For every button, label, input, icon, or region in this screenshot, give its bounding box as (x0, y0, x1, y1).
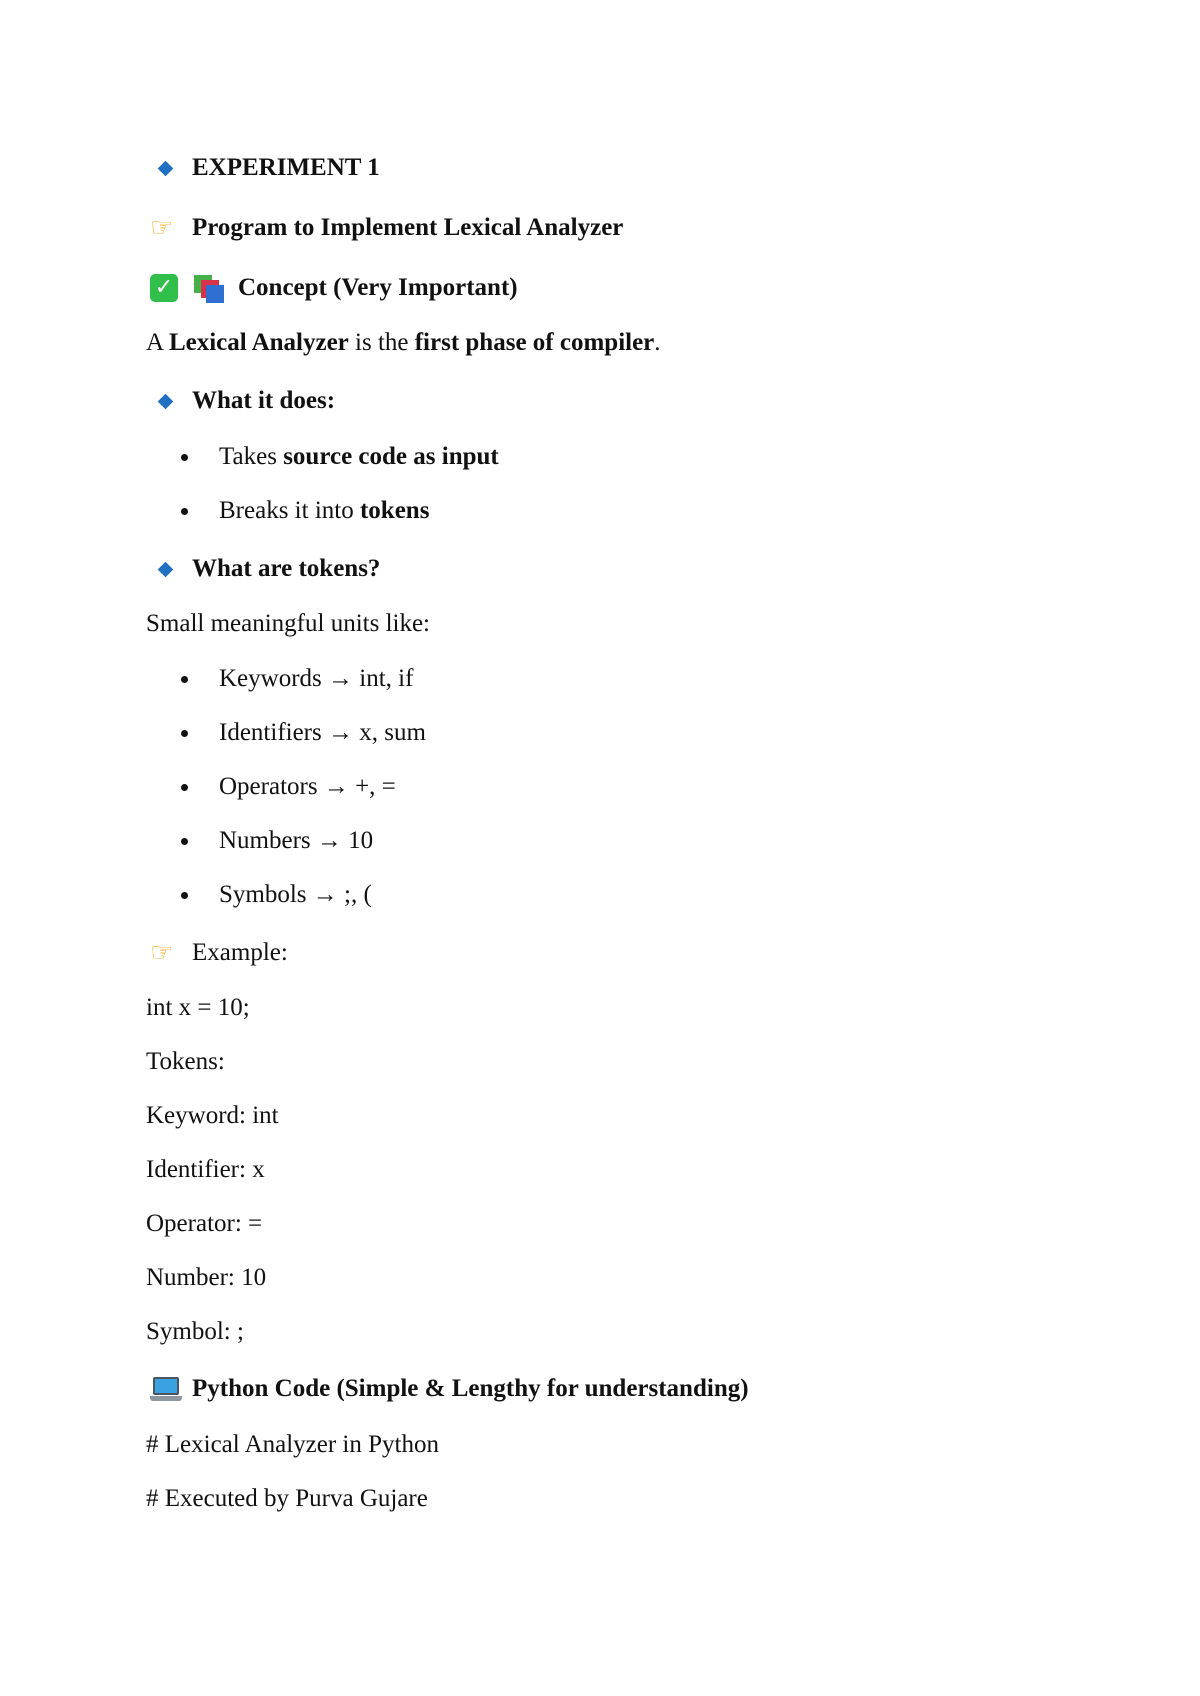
what-are-tokens-title: What are tokens? (192, 555, 381, 582)
token-line: Operator: = (146, 1210, 263, 1237)
intro-text-3: . (654, 329, 661, 356)
intro-term-first-phase: first phase of compiler (414, 329, 655, 356)
list-item-text: Keywords → int, if (219, 665, 414, 692)
laptop-icon (150, 1377, 182, 1405)
experiment-title: EXPERIMENT 1 (192, 154, 380, 181)
token-line: Identifier: x (146, 1156, 265, 1183)
code-comment: # Lexical Analyzer in Python (146, 1431, 439, 1458)
pointing-hand-icon: ☞ (150, 213, 174, 243)
books-icon (194, 275, 226, 303)
example-code: int x = 10; (146, 994, 250, 1021)
tokens-description: Small meaningful units like: (146, 610, 430, 637)
example-title: Example: (192, 939, 288, 966)
program-title: Program to Implement Lexical Analyzer (192, 214, 624, 241)
bullet-icon (181, 508, 188, 515)
list-item-emphasis: tokens (359, 497, 430, 524)
what-it-does-title: What it does: (192, 387, 336, 414)
bullet-icon (181, 838, 188, 845)
intro-paragraph (146, 328, 661, 358)
bullet-icon (181, 784, 188, 791)
intro-text-1: A (146, 329, 169, 356)
diamond-icon (158, 562, 174, 578)
diamond-icon (158, 394, 174, 410)
list-item-text: Breaks it into (219, 497, 360, 524)
bullet-icon (181, 730, 188, 737)
concept-title: Concept (Very Important) (238, 274, 518, 301)
list-item-text: Numbers → 10 (219, 827, 374, 854)
intro-term-lexical-analyzer: Lexical Analyzer (168, 329, 349, 356)
diamond-icon (158, 161, 174, 177)
code-comment: # Executed by Purva Gujare (146, 1485, 428, 1512)
intro-text-2: is the (348, 329, 415, 356)
list-item-text: Operators → +, = (219, 773, 396, 800)
bullet-icon (181, 454, 188, 461)
python-code-title: Python Code (Simple & Lengthy for understanding) (192, 1375, 749, 1402)
token-line: Symbol: ; (146, 1318, 244, 1345)
bullet-icon (181, 892, 188, 899)
bullet-icon (181, 676, 188, 683)
pointing-hand-icon: ☞ (150, 938, 174, 968)
list-item-text: Identifiers → x, sum (219, 719, 426, 746)
token-line: Keyword: int (146, 1102, 279, 1129)
token-line: Number: 10 (146, 1264, 267, 1291)
list-item-text: Takes (219, 443, 284, 470)
list-item-text: Symbols → ;, ( (219, 881, 372, 908)
check-mark-icon: ✓ (150, 274, 178, 302)
tokens-label: Tokens: (146, 1048, 225, 1075)
list-item-emphasis: source code as input (283, 443, 499, 470)
